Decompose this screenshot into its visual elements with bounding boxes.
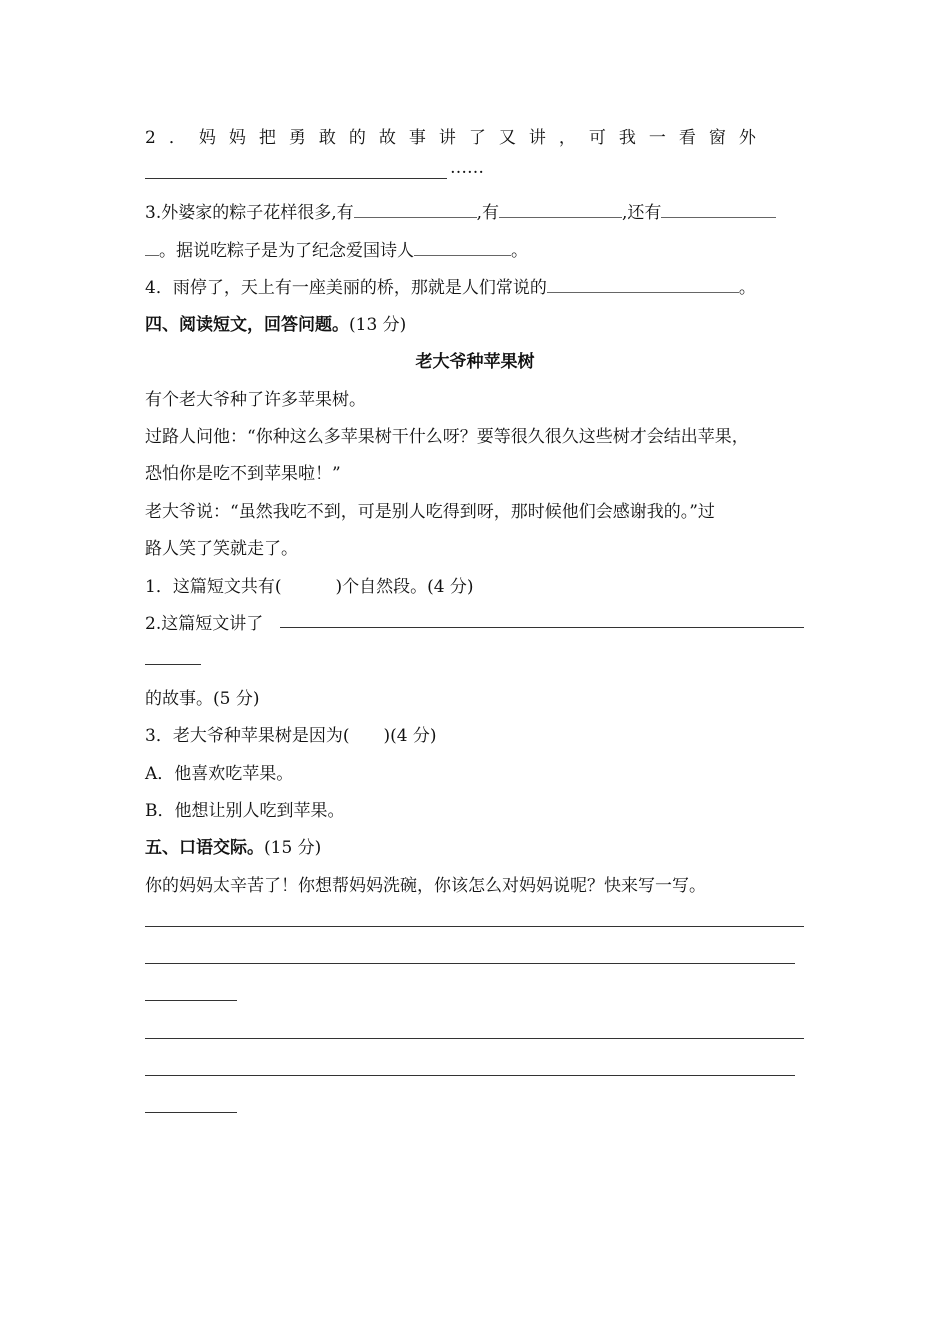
answer-blank bbox=[499, 203, 622, 218]
section-4-score: (13 分) bbox=[349, 315, 407, 335]
question-2-line1: 2．妈妈把勇敢的故事讲了又讲，可我一看窗外 bbox=[145, 128, 769, 148]
section-5-prompt: 你的妈妈太辛苦了！你想帮妈妈洗碗，你该怎么对妈妈说呢？快来写一写。 bbox=[145, 876, 706, 896]
passage-paragraph-3-line1: 老大爷说：“虽然我吃不到，可是别人吃得到呀，那时候他们会感谢我的。”过 bbox=[145, 502, 715, 522]
passage-paragraph-2-line2: 恐怕你是吃不到苹果啦！” bbox=[145, 464, 341, 484]
section-5-score: (15 分) bbox=[264, 838, 322, 858]
question-3-line2 bbox=[145, 236, 528, 261]
writing-line bbox=[145, 1075, 795, 1076]
answer-line bbox=[145, 664, 201, 665]
reading-question-1-text-b: )个自然段。(4 分) bbox=[335, 577, 474, 597]
reading-question-1 bbox=[145, 572, 474, 597]
reading-question-3: 3．老大爷种苹果树是因为( )(4 分) bbox=[145, 726, 437, 746]
answer-blank bbox=[145, 241, 159, 256]
reading-question-1-text-a: 1．这篇短文共有( bbox=[145, 577, 282, 597]
option-b: B．他想让别人吃到苹果。 bbox=[145, 801, 345, 821]
answer-line bbox=[280, 627, 804, 628]
question-4-text: 4．雨停了，天上有一座美丽的桥，那就是人们常说的 bbox=[145, 278, 547, 298]
answer-blank bbox=[547, 278, 739, 293]
section-4-heading bbox=[145, 310, 406, 335]
section-5-title: 五、口语交际。 bbox=[145, 838, 264, 858]
passage-paragraph-2-line1: 过路人问他：“你种这么多苹果树干什么呀？要等很久很久这些树才会结出苹果， bbox=[145, 427, 749, 447]
question-3-line1 bbox=[145, 198, 776, 223]
passage-paragraph-3-line2: 路人笑了笑就走了。 bbox=[145, 539, 298, 559]
reading-question-2: 2.这篇短文讲了 bbox=[145, 614, 264, 634]
writing-line bbox=[145, 1112, 237, 1113]
question-3-text-2: ,有 bbox=[476, 203, 500, 223]
question-4-end: 。 bbox=[738, 278, 756, 298]
writing-line bbox=[145, 963, 795, 964]
reading-question-2-end: 的故事。(5 分) bbox=[145, 689, 260, 709]
question-4 bbox=[145, 273, 756, 298]
writing-line bbox=[145, 1038, 804, 1039]
question-3-end: 。 bbox=[511, 241, 528, 261]
section-5-heading bbox=[145, 833, 321, 858]
writing-line bbox=[145, 1000, 237, 1001]
question-3-text-4: 。据说吃粽子是为了纪念爱国诗人 bbox=[159, 241, 414, 261]
passage-title: 老大爷种苹果树 bbox=[415, 352, 535, 372]
option-a: A．他喜欢吃苹果。 bbox=[145, 764, 294, 784]
answer-blank bbox=[414, 241, 511, 256]
question-3-text-1: 3.外婆家的粽子花样很多,有 bbox=[145, 203, 354, 223]
question-2-tail: …… bbox=[450, 158, 484, 178]
answer-blank bbox=[661, 203, 776, 218]
passage-paragraph-1: 有个老大爷种了许多苹果树。 bbox=[145, 390, 366, 410]
section-4-title: 四、阅读短文，回答问题。 bbox=[145, 315, 349, 335]
answer-blank bbox=[354, 203, 477, 218]
answer-line bbox=[145, 178, 447, 179]
writing-line bbox=[145, 926, 804, 927]
question-3-text-3: ,还有 bbox=[622, 203, 662, 223]
